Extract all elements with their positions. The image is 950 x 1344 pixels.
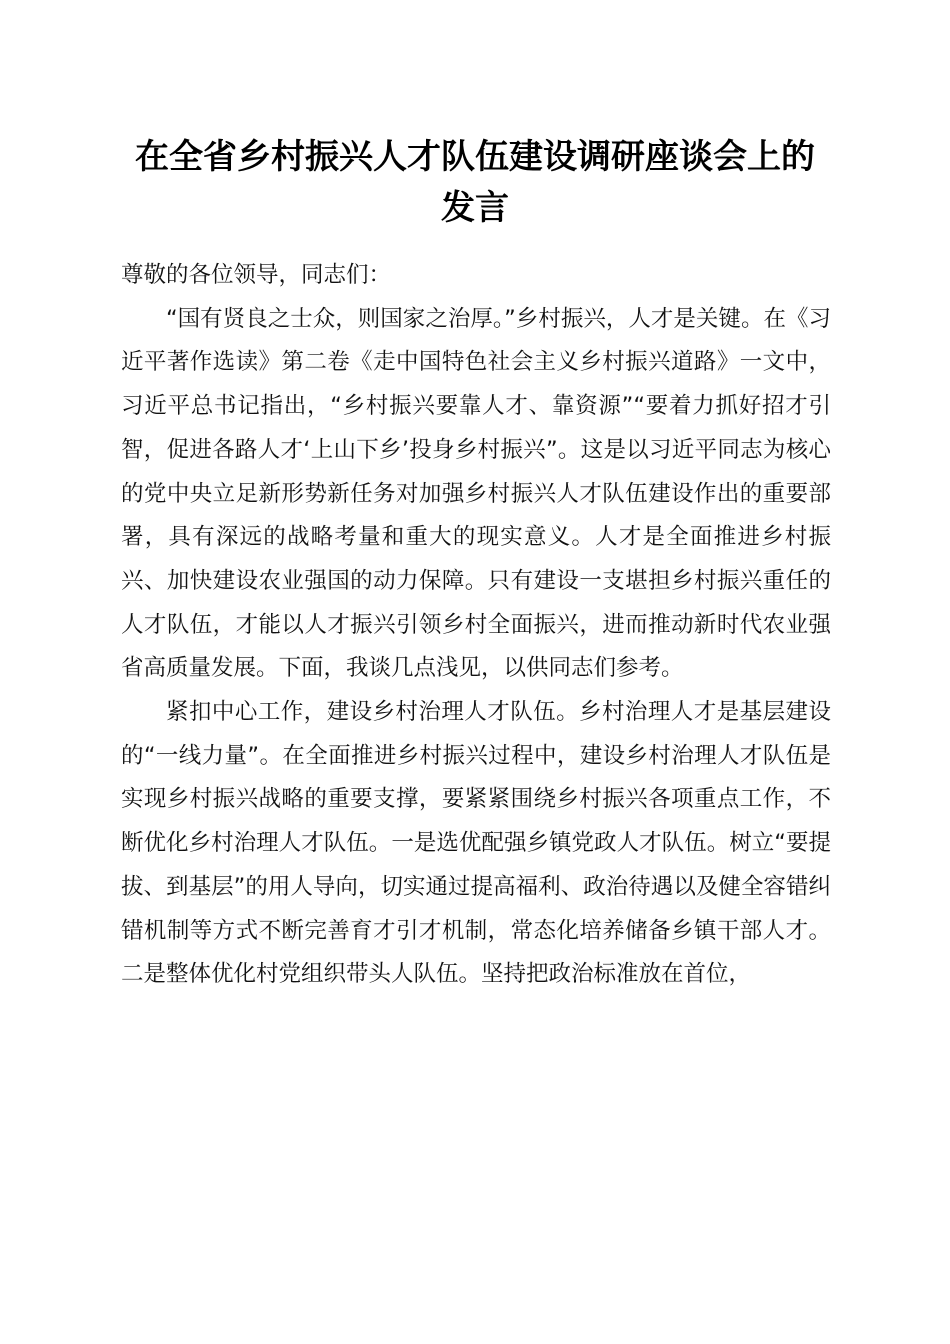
title-line-2: 发言	[441, 188, 509, 228]
title-line-1: 在全省乡村振兴人才队伍建设调研座谈会上的	[135, 137, 815, 177]
paragraph-rural-governance: 紧扣中心工作，建设乡村治理人才队伍。乡村治理人才是基层建设的“一线力量”。在全面推进乡村振兴过程中，建设乡村治理人才队伍是实现乡村振兴战略的重要支撑，要紧紧围绕乡村振兴各项重点工作，不断优化乡村治理人才队伍。一是选优配强乡镇党政人才队伍。树立“要提拔、到基层”的用人导向，切实通过提高福利、政治待遇以及健全容错纠错机制等方式不断完善育才引才机制，常态化培养储备乡镇干部人才。二是整体优化村党组织带头人队伍。坚持把政治标准放在首位，	[121, 699, 831, 988]
document-body	[121, 254, 831, 997]
salutation: 尊敬的各位领导，同志们：	[121, 262, 392, 288]
document-title	[100, 132, 850, 234]
paragraph-intro: “国有贤良之士众，则国家之治厚。”乡村振兴，人才是关键。在《习近平著作选读》第二卷《走中国特色社会主义乡村振兴道路》一文中，习近平总书记指出，“乡村振兴要靠人才、靠资源”“要着力抓好招才引智，促进各路人才‘上山下乡’投身乡村振兴”。这是以习近平同志为核心的党中央立足新形势新任务对加强乡村振兴人才队伍建设作出的重要部署，具有深远的战略考量和重大的现实意义。人才是全面推进乡村振兴、加快建设农业强国的动力保障。只有建设一支堪担乡村振兴重任的人才队伍，才能以人才振兴引领乡村全面振兴，进而推动新时代农业强省高质量发展。下面，我谈几点浅见，以供同志们参考。	[121, 305, 831, 682]
